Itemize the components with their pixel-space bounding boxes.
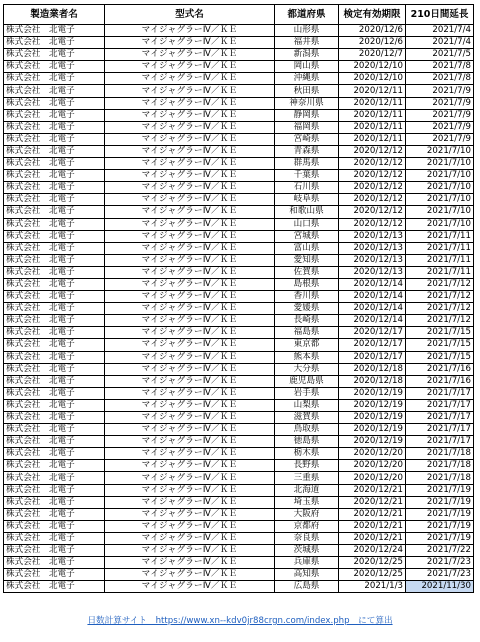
table-row <box>4 424 474 436</box>
cell-prefecture: 熊本県 <box>275 351 339 363</box>
table-row <box>4 266 474 278</box>
cell-model: マイジャグラーⅣ／ＫＥ <box>105 520 275 532</box>
table-row <box>4 109 474 121</box>
cell-maker: 株式会社 北電子 <box>4 424 105 436</box>
cell-maker: 株式会社 北電子 <box>4 508 105 520</box>
cell-prefecture: 千葉県 <box>275 170 339 182</box>
cell-expiry: 2020/12/11 <box>339 121 406 133</box>
cell-prefecture: 宮崎県 <box>275 133 339 145</box>
cell-maker: 株式会社 北電子 <box>4 278 105 290</box>
cell-maker: 株式会社 北電子 <box>4 25 105 37</box>
cell-model: マイジャグラーⅣ／ＫＥ <box>105 254 275 266</box>
cell-prefecture: 和歌山県 <box>275 206 339 218</box>
cell-model: マイジャグラーⅣ／ＫＥ <box>105 266 275 278</box>
table-row <box>4 339 474 351</box>
cell-expiry: 2020/12/18 <box>339 363 406 375</box>
cell-model: マイジャグラーⅣ／ＫＥ <box>105 315 275 327</box>
cell-prefecture: 鳥取県 <box>275 424 339 436</box>
cell-prefecture: 神奈川県 <box>275 97 339 109</box>
cell-model: マイジャグラーⅣ／ＫＥ <box>105 532 275 544</box>
cell-extension: 2021/7/12 <box>406 291 474 303</box>
cell-prefecture: 大分県 <box>275 363 339 375</box>
cell-model: マイジャグラーⅣ／ＫＥ <box>105 363 275 375</box>
cell-expiry: 2020/12/21 <box>339 496 406 508</box>
cell-maker: 株式会社 北電子 <box>4 303 105 315</box>
cell-prefecture: 福井県 <box>275 37 339 49</box>
cell-maker: 株式会社 北電子 <box>4 484 105 496</box>
table-row <box>4 230 474 242</box>
cell-maker: 株式会社 北電子 <box>4 254 105 266</box>
cell-model: マイジャグラーⅣ／ＫＥ <box>105 351 275 363</box>
cell-prefecture: 香川県 <box>275 291 339 303</box>
cell-prefecture: 静岡県 <box>275 109 339 121</box>
cell-maker: 株式会社 北電子 <box>4 73 105 85</box>
cell-extension: 2021/7/15 <box>406 351 474 363</box>
cell-maker: 株式会社 北電子 <box>4 472 105 484</box>
table-row <box>4 278 474 290</box>
certification-table <box>3 4 474 593</box>
cell-extension: 2021/7/9 <box>406 133 474 145</box>
table-row <box>4 532 474 544</box>
cell-maker: 株式会社 北電子 <box>4 133 105 145</box>
cell-model: マイジャグラーⅣ／ＫＥ <box>105 182 275 194</box>
cell-maker: 株式会社 北電子 <box>4 387 105 399</box>
cell-model: マイジャグラーⅣ／ＫＥ <box>105 73 275 85</box>
table-row <box>4 508 474 520</box>
table-row <box>4 303 474 315</box>
cell-maker: 株式会社 北電子 <box>4 351 105 363</box>
table-row <box>4 182 474 194</box>
cell-model: マイジャグラーⅣ／ＫＥ <box>105 218 275 230</box>
cell-prefecture: 京都府 <box>275 520 339 532</box>
cell-maker: 株式会社 北電子 <box>4 170 105 182</box>
cell-extension: 2021/7/12 <box>406 303 474 315</box>
cell-prefecture: 徳島県 <box>275 436 339 448</box>
cell-prefecture: 三重県 <box>275 472 339 484</box>
cell-expiry: 2021/1/3 <box>339 581 406 593</box>
cell-maker: 株式会社 北電子 <box>4 218 105 230</box>
cell-expiry: 2020/12/7 <box>339 49 406 61</box>
table-row <box>4 158 474 170</box>
cell-model: マイジャグラーⅣ／ＫＥ <box>105 230 275 242</box>
cell-maker: 株式会社 北電子 <box>4 436 105 448</box>
cell-prefecture: 島根県 <box>275 278 339 290</box>
cell-expiry: 2020/12/13 <box>339 266 406 278</box>
cell-extension: 2021/7/4 <box>406 37 474 49</box>
cell-extension: 2021/7/11 <box>406 266 474 278</box>
cell-extension: 2021/7/17 <box>406 387 474 399</box>
cell-expiry: 2020/12/17 <box>339 351 406 363</box>
cell-prefecture: 大阪府 <box>275 508 339 520</box>
cell-extension: 2021/7/17 <box>406 424 474 436</box>
cell-prefecture: 高知県 <box>275 569 339 581</box>
cell-extension: 2021/7/10 <box>406 194 474 206</box>
cell-prefecture: 宮城県 <box>275 230 339 242</box>
cell-extension: 2021/7/11 <box>406 230 474 242</box>
cell-expiry: 2020/12/17 <box>339 339 406 351</box>
cell-model: マイジャグラーⅣ／ＫＥ <box>105 25 275 37</box>
cell-prefecture: 沖縄県 <box>275 73 339 85</box>
cell-prefecture: 群馬県 <box>275 158 339 170</box>
cell-model: マイジャグラーⅣ／ＫＥ <box>105 170 275 182</box>
table-row <box>4 145 474 157</box>
cell-prefecture: 新潟県 <box>275 49 339 61</box>
cell-prefecture: 秋田県 <box>275 85 339 97</box>
table-row <box>4 569 474 581</box>
cell-model: マイジャグラーⅣ／ＫＥ <box>105 85 275 97</box>
cell-expiry: 2020/12/14 <box>339 303 406 315</box>
cell-expiry: 2020/12/13 <box>339 230 406 242</box>
table-row <box>4 218 474 230</box>
cell-model: マイジャグラーⅣ／ＫＥ <box>105 399 275 411</box>
cell-maker: 株式会社 北電子 <box>4 242 105 254</box>
cell-model: マイジャグラーⅣ／ＫＥ <box>105 278 275 290</box>
cell-extension: 2021/7/10 <box>406 145 474 157</box>
cell-expiry: 2020/12/12 <box>339 218 406 230</box>
cell-prefecture: 愛媛県 <box>275 303 339 315</box>
cell-extension: 2021/7/9 <box>406 121 474 133</box>
cell-maker: 株式会社 北電子 <box>4 327 105 339</box>
table-row <box>4 496 474 508</box>
cell-expiry: 2020/12/19 <box>339 412 406 424</box>
cell-extension: 2021/7/11 <box>406 254 474 266</box>
cell-expiry: 2020/12/25 <box>339 557 406 569</box>
cell-expiry: 2020/12/20 <box>339 448 406 460</box>
cell-model: マイジャグラーⅣ／ＫＥ <box>105 375 275 387</box>
cell-prefecture: 富山県 <box>275 242 339 254</box>
cell-maker: 株式会社 北電子 <box>4 460 105 472</box>
cell-extension: 2021/7/18 <box>406 472 474 484</box>
cell-expiry: 2020/12/6 <box>339 25 406 37</box>
cell-prefecture: 岩手県 <box>275 387 339 399</box>
cell-expiry: 2020/12/21 <box>339 520 406 532</box>
cell-extension: 2021/7/4 <box>406 25 474 37</box>
cell-extension: 2021/7/9 <box>406 109 474 121</box>
cell-prefecture: 滋賀県 <box>275 412 339 424</box>
cell-model: マイジャグラーⅣ／ＫＥ <box>105 557 275 569</box>
cell-extension: 2021/7/16 <box>406 363 474 375</box>
cell-expiry: 2020/12/18 <box>339 375 406 387</box>
cell-extension: 2021/7/19 <box>406 484 474 496</box>
cell-expiry: 2020/12/11 <box>339 133 406 145</box>
cell-extension: 2021/7/17 <box>406 412 474 424</box>
cell-model: マイジャグラーⅣ／ＫＥ <box>105 581 275 593</box>
table-row <box>4 412 474 424</box>
cell-extension: 2021/7/19 <box>406 520 474 532</box>
cell-extension: 2021/7/10 <box>406 170 474 182</box>
table-row <box>4 448 474 460</box>
cell-model: マイジャグラーⅣ／ＫＥ <box>105 291 275 303</box>
cell-extension: 2021/7/10 <box>406 182 474 194</box>
cell-expiry: 2020/12/11 <box>339 109 406 121</box>
cell-prefecture: 福島県 <box>275 327 339 339</box>
cell-expiry: 2020/12/11 <box>339 85 406 97</box>
table-row <box>4 472 474 484</box>
cell-expiry: 2020/12/13 <box>339 242 406 254</box>
cell-prefecture: 兵庫県 <box>275 557 339 569</box>
cell-prefecture: 北海道 <box>275 484 339 496</box>
cell-model: マイジャグラーⅣ／ＫＥ <box>105 242 275 254</box>
cell-model: マイジャグラーⅣ／ＫＥ <box>105 49 275 61</box>
cell-maker: 株式会社 北電子 <box>4 315 105 327</box>
cell-model: マイジャグラーⅣ／ＫＥ <box>105 484 275 496</box>
header-model: 型式名 <box>105 5 275 25</box>
table-row <box>4 49 474 61</box>
cell-expiry: 2020/12/12 <box>339 182 406 194</box>
table-row <box>4 242 474 254</box>
cell-maker: 株式会社 北電子 <box>4 85 105 97</box>
table-row <box>4 73 474 85</box>
cell-expiry: 2020/12/12 <box>339 145 406 157</box>
cell-maker: 株式会社 北電子 <box>4 61 105 73</box>
cell-expiry: 2020/12/19 <box>339 424 406 436</box>
header-extension: 210日間延長 <box>406 5 474 25</box>
cell-maker: 株式会社 北電子 <box>4 545 105 557</box>
cell-model: マイジャグラーⅣ／ＫＥ <box>105 37 275 49</box>
cell-maker: 株式会社 北電子 <box>4 339 105 351</box>
cell-maker: 株式会社 北電子 <box>4 206 105 218</box>
table-body <box>4 25 474 593</box>
table-row <box>4 399 474 411</box>
cell-model: マイジャグラーⅣ／ＫＥ <box>105 436 275 448</box>
cell-model: マイジャグラーⅣ／ＫＥ <box>105 133 275 145</box>
cell-extension: 2021/7/11 <box>406 242 474 254</box>
cell-expiry: 2020/12/13 <box>339 254 406 266</box>
cell-extension: 2021/7/10 <box>406 218 474 230</box>
table-row <box>4 315 474 327</box>
table-row <box>4 436 474 448</box>
table-row <box>4 97 474 109</box>
cell-prefecture: 奈良県 <box>275 532 339 544</box>
cell-prefecture: 長崎県 <box>275 315 339 327</box>
table-row <box>4 133 474 145</box>
cell-prefecture: 山口県 <box>275 218 339 230</box>
cell-extension: 2021/7/12 <box>406 278 474 290</box>
header-prefecture: 都道府県 <box>275 5 339 25</box>
header-expiry: 検定有効期限 <box>339 5 406 25</box>
cell-prefecture: 岐阜県 <box>275 194 339 206</box>
cell-expiry: 2020/12/12 <box>339 170 406 182</box>
cell-prefecture: 東京都 <box>275 339 339 351</box>
table-row <box>4 61 474 73</box>
table-row <box>4 85 474 97</box>
cell-model: マイジャグラーⅣ／ＫＥ <box>105 508 275 520</box>
cell-maker: 株式会社 北電子 <box>4 581 105 593</box>
cell-extension: 2021/7/18 <box>406 448 474 460</box>
cell-maker: 株式会社 北電子 <box>4 194 105 206</box>
cell-model: マイジャグラーⅣ／ＫＥ <box>105 121 275 133</box>
cell-extension: 2021/7/23 <box>406 569 474 581</box>
cell-expiry: 2020/12/19 <box>339 399 406 411</box>
table-row <box>4 375 474 387</box>
table-row <box>4 170 474 182</box>
table-row <box>4 194 474 206</box>
cell-extension: 2021/7/19 <box>406 496 474 508</box>
table-row <box>4 206 474 218</box>
cell-model: マイジャグラーⅣ／ＫＥ <box>105 339 275 351</box>
cell-expiry: 2020/12/17 <box>339 327 406 339</box>
cell-prefecture: 山形県 <box>275 25 339 37</box>
header-maker: 製造業者名 <box>4 5 105 25</box>
cell-model: マイジャグラーⅣ／ＫＥ <box>105 158 275 170</box>
cell-extension: 2021/7/5 <box>406 49 474 61</box>
cell-extension: 2021/7/23 <box>406 557 474 569</box>
cell-expiry: 2020/12/6 <box>339 37 406 49</box>
cell-model: マイジャグラーⅣ／ＫＥ <box>105 545 275 557</box>
cell-maker: 株式会社 北電子 <box>4 182 105 194</box>
cell-model: マイジャグラーⅣ／ＫＥ <box>105 145 275 157</box>
cell-prefecture: 長野県 <box>275 460 339 472</box>
cell-maker: 株式会社 北電子 <box>4 412 105 424</box>
cell-maker: 株式会社 北電子 <box>4 291 105 303</box>
cell-expiry: 2020/12/21 <box>339 508 406 520</box>
cell-model: マイジャグラーⅣ／ＫＥ <box>105 327 275 339</box>
cell-expiry: 2020/12/20 <box>339 472 406 484</box>
cell-maker: 株式会社 北電子 <box>4 97 105 109</box>
cell-prefecture: 福岡県 <box>275 121 339 133</box>
cell-prefecture: 石川県 <box>275 182 339 194</box>
cell-maker: 株式会社 北電子 <box>4 557 105 569</box>
cell-expiry: 2020/12/12 <box>339 158 406 170</box>
cell-extension: 2021/7/15 <box>406 339 474 351</box>
cell-expiry: 2020/12/14 <box>339 278 406 290</box>
table-row <box>4 25 474 37</box>
cell-extension: 2021/7/10 <box>406 158 474 170</box>
cell-prefecture: 広島県 <box>275 581 339 593</box>
cell-maker: 株式会社 北電子 <box>4 375 105 387</box>
cell-extension: 2021/7/10 <box>406 206 474 218</box>
cell-prefecture: 山梨県 <box>275 399 339 411</box>
table-row <box>4 291 474 303</box>
cell-extension: 2021/7/19 <box>406 532 474 544</box>
table-row <box>4 351 474 363</box>
cell-maker: 株式会社 北電子 <box>4 49 105 61</box>
table-row <box>4 484 474 496</box>
cell-extension: 2021/7/8 <box>406 61 474 73</box>
cell-expiry: 2020/12/12 <box>339 194 406 206</box>
table-row <box>4 581 474 593</box>
header-row <box>4 5 474 25</box>
cell-extension: 2021/7/18 <box>406 460 474 472</box>
cell-maker: 株式会社 北電子 <box>4 121 105 133</box>
cell-model: マイジャグラーⅣ／ＫＥ <box>105 424 275 436</box>
table-row <box>4 460 474 472</box>
table-row <box>4 520 474 532</box>
cell-maker: 株式会社 北電子 <box>4 532 105 544</box>
cell-model: マイジャグラーⅣ／ＫＥ <box>105 109 275 121</box>
cell-expiry: 2020/12/25 <box>339 569 406 581</box>
cell-prefecture: 茨城県 <box>275 545 339 557</box>
table-row <box>4 387 474 399</box>
cell-prefecture: 栃木県 <box>275 448 339 460</box>
cell-prefecture: 愛知県 <box>275 254 339 266</box>
cell-extension: 2021/7/9 <box>406 97 474 109</box>
cell-model: マイジャグラーⅣ／ＫＥ <box>105 460 275 472</box>
cell-maker: 株式会社 北電子 <box>4 496 105 508</box>
cell-maker: 株式会社 北電子 <box>4 448 105 460</box>
cell-expiry: 2020/12/11 <box>339 97 406 109</box>
cell-extension: 2021/7/8 <box>406 73 474 85</box>
cell-model: マイジャグラーⅣ／ＫＥ <box>105 61 275 73</box>
table-row <box>4 121 474 133</box>
table-row <box>4 37 474 49</box>
cell-maker: 株式会社 北電子 <box>4 145 105 157</box>
cell-extension: 2021/7/12 <box>406 315 474 327</box>
cell-maker: 株式会社 北電子 <box>4 230 105 242</box>
table-row <box>4 557 474 569</box>
cell-extension: 2021/7/22 <box>406 545 474 557</box>
cell-expiry: 2020/12/14 <box>339 291 406 303</box>
cell-model: マイジャグラーⅣ／ＫＥ <box>105 97 275 109</box>
cell-expiry: 2020/12/21 <box>339 484 406 496</box>
cell-prefecture: 青森県 <box>275 145 339 157</box>
cell-model: マイジャグラーⅣ／ＫＥ <box>105 448 275 460</box>
cell-maker: 株式会社 北電子 <box>4 37 105 49</box>
cell-extension: 2021/7/17 <box>406 399 474 411</box>
cell-model: マイジャグラーⅣ／ＫＥ <box>105 206 275 218</box>
cell-extension: 2021/7/9 <box>406 85 474 97</box>
cell-model: マイジャグラーⅣ／ＫＥ <box>105 496 275 508</box>
cell-prefecture: 岡山県 <box>275 61 339 73</box>
table-row <box>4 363 474 375</box>
table-row <box>4 327 474 339</box>
cell-model: マイジャグラーⅣ／ＫＥ <box>105 472 275 484</box>
cell-extension: 2021/7/19 <box>406 508 474 520</box>
cell-expiry: 2020/12/19 <box>339 436 406 448</box>
cell-expiry: 2020/12/21 <box>339 532 406 544</box>
cell-maker: 株式会社 北電子 <box>4 569 105 581</box>
cell-maker: 株式会社 北電子 <box>4 266 105 278</box>
cell-prefecture: 埼玉県 <box>275 496 339 508</box>
footer-source-link[interactable]: 日数計算サイト https://www.xn--kdv0jr88crgn.com/index.php にて算出 <box>87 616 393 626</box>
cell-expiry: 2020/12/24 <box>339 545 406 557</box>
cell-maker: 株式会社 北電子 <box>4 363 105 375</box>
cell-expiry: 2020/12/10 <box>339 73 406 85</box>
cell-maker: 株式会社 北電子 <box>4 109 105 121</box>
cell-expiry: 2020/12/12 <box>339 206 406 218</box>
cell-extension: 2021/7/16 <box>406 375 474 387</box>
cell-model: マイジャグラーⅣ／ＫＥ <box>105 412 275 424</box>
cell-expiry: 2020/12/19 <box>339 387 406 399</box>
cell-model: マイジャグラーⅣ／ＫＥ <box>105 194 275 206</box>
cell-extension: 2021/7/17 <box>406 436 474 448</box>
cell-expiry: 2020/12/20 <box>339 460 406 472</box>
cell-expiry: 2020/12/10 <box>339 61 406 73</box>
cell-extension: 2021/7/15 <box>406 327 474 339</box>
cell-expiry: 2020/12/14 <box>339 315 406 327</box>
cell-model: マイジャグラーⅣ／ＫＥ <box>105 387 275 399</box>
cell-model: マイジャグラーⅣ／ＫＥ <box>105 303 275 315</box>
table-row <box>4 254 474 266</box>
cell-maker: 株式会社 北電子 <box>4 158 105 170</box>
cell-model: マイジャグラーⅣ／ＫＥ <box>105 569 275 581</box>
cell-prefecture: 佐賀県 <box>275 266 339 278</box>
cell-maker: 株式会社 北電子 <box>4 399 105 411</box>
cell-maker: 株式会社 北電子 <box>4 520 105 532</box>
table-row <box>4 545 474 557</box>
cell-prefecture: 鹿児島県 <box>275 375 339 387</box>
cell-extension: 2021/11/30 <box>406 581 474 593</box>
